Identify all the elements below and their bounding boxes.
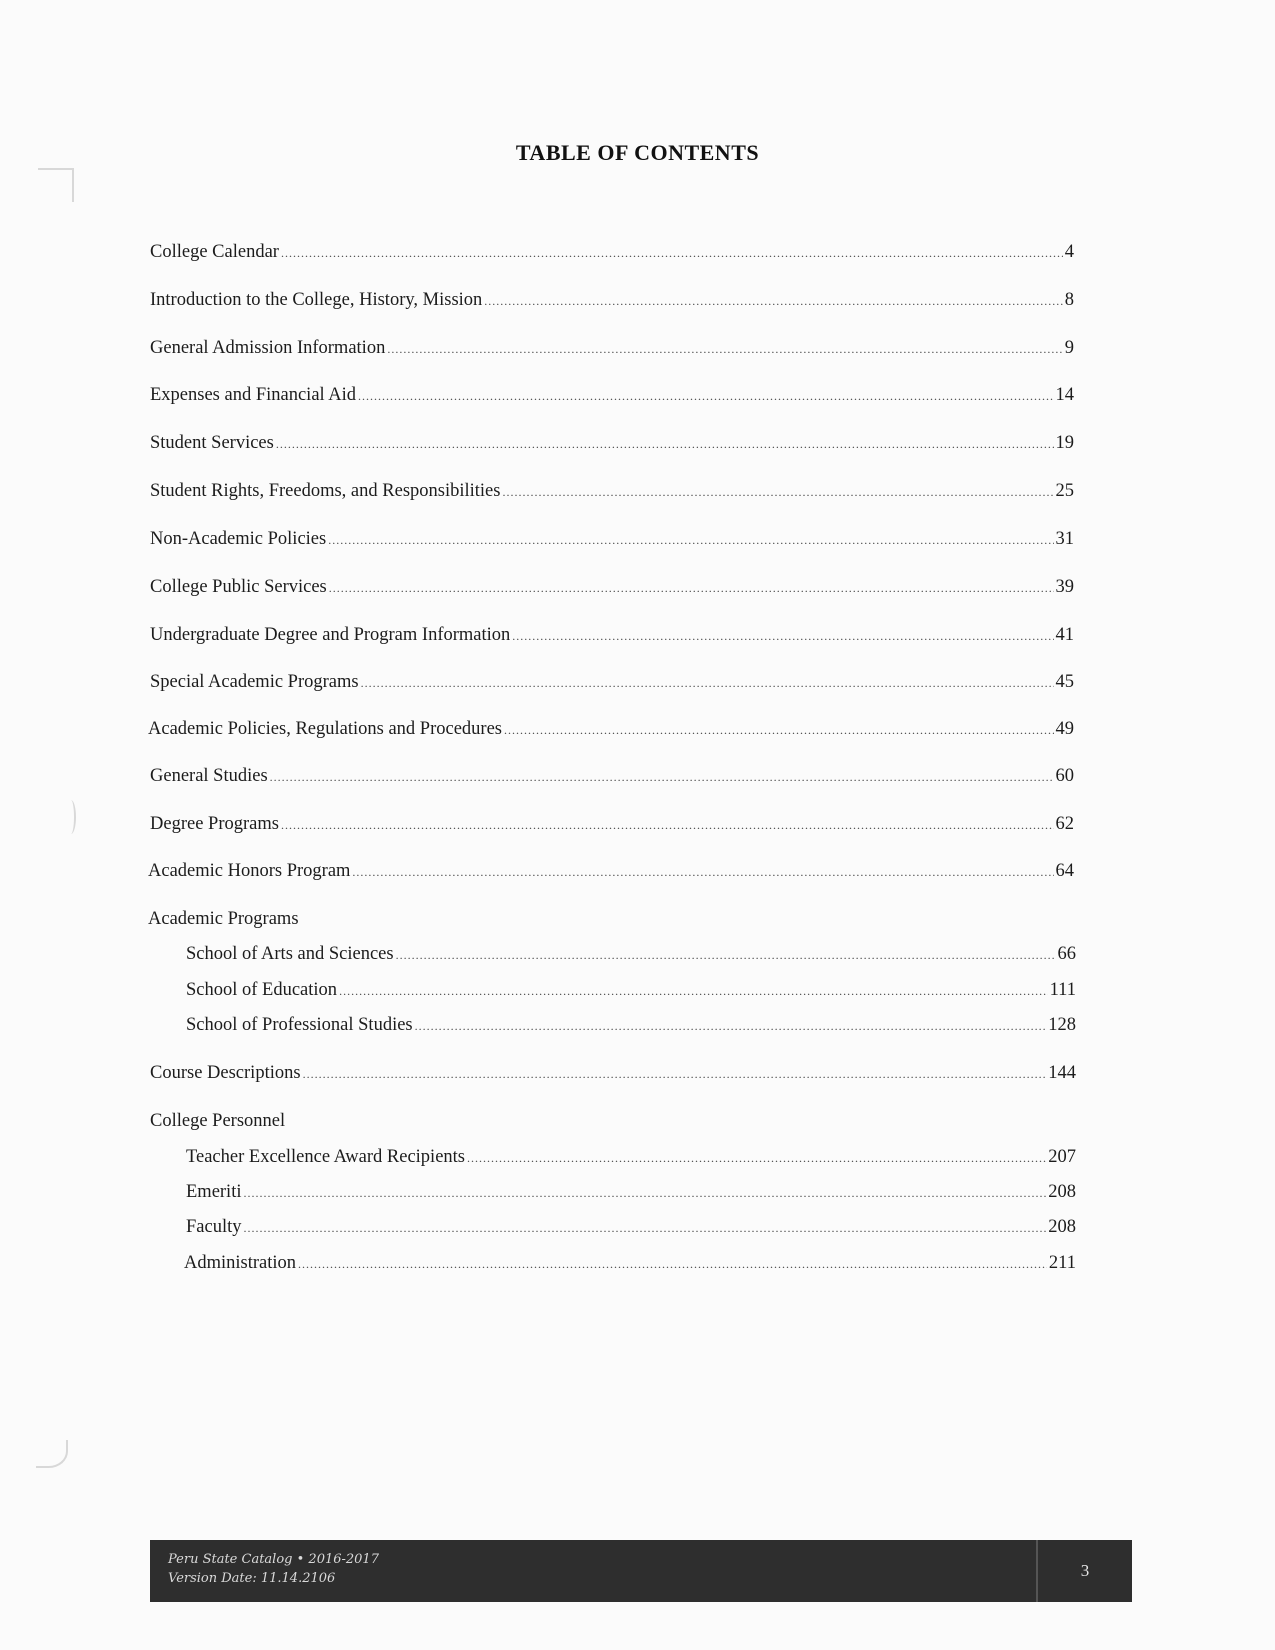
toc-leader-dots [339,979,1048,1003]
toc-entry-label: Teacher Excellence Award Recipients [186,1147,465,1167]
scan-artifact-mark [66,800,76,834]
toc-entry [150,1061,1076,1086]
toc-entry-page: 128 [1048,1015,1076,1035]
toc-entry-page: 4 [1064,242,1074,262]
toc-entry-label: Expenses and Financial Aid [150,385,357,405]
toc-entry-page: 64 [1055,861,1074,881]
footer-version-date: Version Date: 11.14.2106 [168,1571,336,1586]
toc-leader-dots [243,1181,1046,1205]
toc-leader-dots [484,289,1062,313]
footer-catalog-info [168,1550,379,1588]
toc-section-heading: College Personnel [150,1111,286,1131]
toc-subentry [184,1251,1076,1276]
scan-artifact-mark [38,168,74,202]
toc-leader-dots [298,1252,1047,1276]
toc-subentry [186,1013,1076,1038]
toc-entry-label: General Admission Information [150,338,386,358]
toc-subentry [186,1215,1076,1240]
toc-leader-dots [352,860,1053,884]
scan-artifact-mark [36,1440,68,1468]
toc-entry-label: College Calendar [150,242,279,262]
toc-leader-dots [281,241,1063,265]
toc-entry-label: College Public Services [150,577,327,597]
toc-leader-dots [361,671,1054,695]
toc-entry-page: 111 [1049,980,1076,1000]
toc-entry [150,527,1074,552]
toc-entry-page: 208 [1048,1182,1076,1202]
toc-entry [150,288,1074,313]
toc-entry [150,431,1074,456]
toc-entry [150,240,1074,265]
toc-entry [150,623,1074,648]
footer-page-number: 3 [1080,1561,1090,1580]
toc-leader-dots [244,1216,1047,1240]
toc-entry-page: 144 [1048,1063,1076,1083]
page-footer [150,1540,1132,1602]
toc-entry-label: Student Services [150,433,274,453]
footer-catalog-title: Peru State Catalog • 2016-2017 [168,1552,379,1567]
toc-leader-dots [415,1014,1047,1038]
toc-leader-dots [387,337,1062,361]
toc-entry-page: 60 [1055,766,1074,786]
toc-subentry [186,1145,1076,1170]
toc-leader-dots [467,1146,1046,1170]
toc-entry-page: 66 [1057,944,1076,964]
toc-entry-label: General Studies [150,766,268,786]
toc-leader-dots [512,624,1053,648]
toc-leader-dots [396,943,1056,967]
toc-entry-label: School of Arts and Sciences [186,944,394,964]
toc-entry-label: Course Descriptions [150,1063,301,1083]
toc-entry-label: Student Rights, Freedoms, and Responsibilities [150,481,501,501]
toc-entry-page: 9 [1064,338,1074,358]
toc-leader-dots [276,432,1054,456]
toc-entry-label: Degree Programs [150,814,279,834]
toc-subentry [186,1180,1076,1205]
toc-entry-page: 25 [1055,481,1074,501]
toc-entry-label: School of Education [186,980,338,1000]
toc-subentry [186,978,1076,1003]
toc-leader-dots [281,813,1054,837]
toc-entry-page: 62 [1055,814,1074,834]
toc-leader-dots [270,765,1054,789]
toc-entry-label: Non-Academic Policies [150,529,327,549]
toc-entry [150,383,1074,408]
toc-entry-label: Emeriti [186,1182,242,1202]
toc-entry-label: Academic Honors Program [148,861,351,881]
toc-leader-dots [358,384,1053,408]
toc-entry-page: 49 [1055,719,1074,739]
toc-leader-dots [504,718,1054,742]
toc-entry-label: School of Professional Studies [186,1015,413,1035]
toc-entry-label: Academic Policies, Regulations and Procedures [148,719,502,739]
toc-entry [150,575,1074,600]
toc-entry-page: 208 [1048,1217,1076,1237]
toc-leader-dots [329,576,1054,600]
toc-entry-page: 8 [1064,290,1074,310]
toc-entry-label: Administration [184,1253,297,1273]
toc-entry [150,479,1074,504]
toc-entry-page: 31 [1055,529,1074,549]
toc-entry-page: 19 [1055,433,1074,453]
toc-entry [150,336,1074,361]
toc-entry-page: 211 [1048,1253,1076,1273]
toc-leader-dots [328,528,1053,552]
toc-subentry [186,942,1076,967]
toc-leader-dots [502,480,1053,504]
toc-entry [150,812,1074,837]
toc-entry-label: Faculty [186,1217,242,1237]
page-title: TABLE OF CONTENTS [515,140,760,165]
toc-entry-page: 45 [1055,672,1074,692]
toc-entry-page: 39 [1055,577,1074,597]
toc-entry [148,717,1074,742]
toc-leader-dots [303,1062,1047,1086]
toc-entry-page: 41 [1055,625,1074,645]
toc-entry [148,859,1074,884]
toc-entry-label: Undergraduate Degree and Program Information [150,625,511,645]
toc-entry [150,764,1074,789]
toc-entry-page: 207 [1048,1147,1076,1167]
toc-entry-page: 14 [1055,385,1074,405]
toc-entry-label: Introduction to the College, History, Mission [150,290,483,310]
toc-entry-label: Special Academic Programs [150,672,359,692]
toc-section-heading: Academic Programs [148,909,299,929]
toc-entry [150,670,1074,695]
